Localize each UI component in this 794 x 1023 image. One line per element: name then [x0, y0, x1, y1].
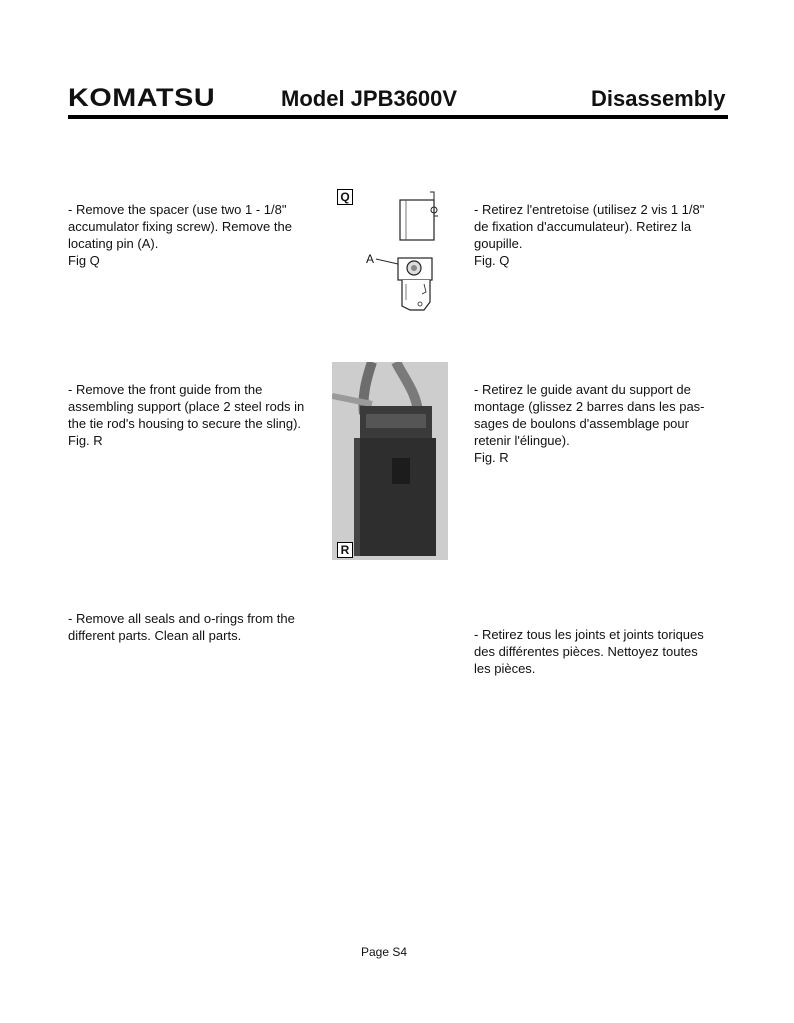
figure-q-drawing	[364, 188, 444, 318]
figure-r-label: R	[337, 542, 353, 558]
section-title: Disassembly	[591, 86, 726, 111]
step-1-french: - Retirez l'entretoise (utilisez 2 vis 1 1/8" de fixation d'accumulateur). Retirez la goupille. Fig. Q	[474, 202, 705, 268]
page-number: Page S4	[361, 945, 408, 959]
callout-a: A	[366, 252, 375, 266]
header-rule	[68, 115, 728, 119]
figure-q-label: Q	[337, 189, 353, 205]
step-1-english: - Remove the spacer (use two 1 - 1/8" accumulator fixing screw). Remove the locating pin (A). Fig Q	[68, 202, 292, 268]
step-2-english: - Remove the front guide from the assembling support (place 2 steel rods in the tie rod's housing to secure the sling). Fig. R	[68, 382, 305, 448]
step-3-english: - Remove all seals and o-rings from the different parts. Clean all parts.	[68, 611, 295, 643]
komatsu-logo: KOMATSU	[68, 84, 216, 112]
step-3-french: - Retirez tous les joints et joints toriques des différentes pièces. Nettoyez toutes les pièces.	[474, 627, 704, 676]
figure-r-photo	[332, 362, 448, 560]
model-title: Model JPB3600V	[281, 86, 458, 111]
step-2-french: - Retirez le guide avant du support de montage (glissez 2 barres dans les pas- sages de boulons d'assemblage pour retenir l'élingue). Fig. R	[474, 382, 705, 465]
